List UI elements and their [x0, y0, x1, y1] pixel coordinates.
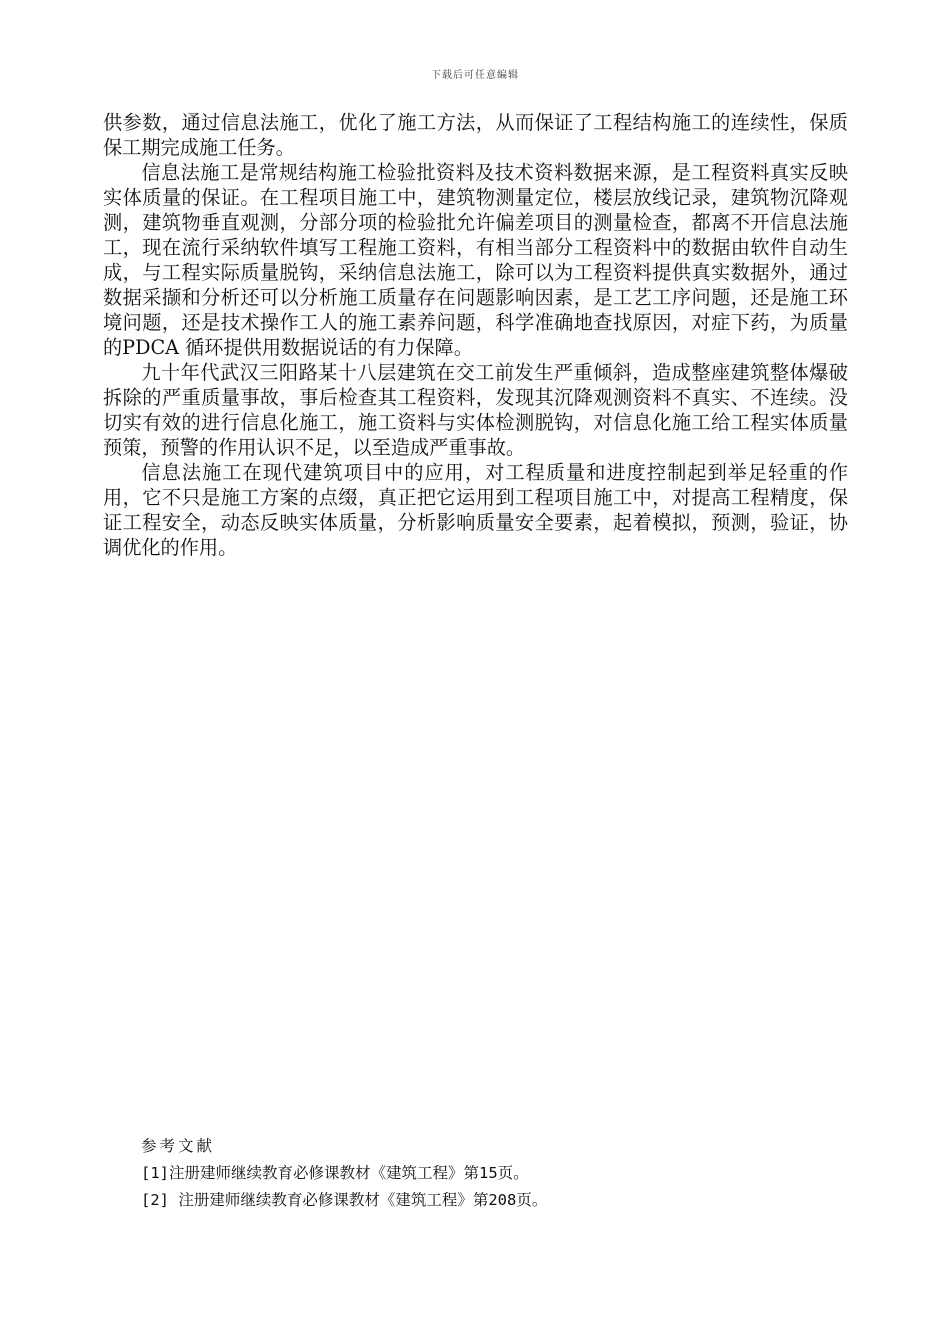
reference-item: [1]注册建师继续教育必修课教材《建筑工程》第15页。: [141, 1164, 529, 1182]
paragraph-info-method: 信息法施工是常规结构施工检验批资料及技术资料数据来源，是工程资料真实反映实体质量的保证。在工程项目施工中，建筑物测量定位，楼层放线记录，建筑物沉降观测，建筑物垂直观测，分部分项的检验批允许偏差项目的测量检查，都离不开信息法施工，现在流行采纳软件填写工程施工资料，有相当部分工程资料中的数据由软件自动生成，与工程实际质量脱钩，采纳信息法施工，除可以为工程资料提供真实数据外，通过数据采撷和分析还可以分析施工质量存在问题影响因素，是工艺工序问题，还是施工环境问题，还是技术操作工人的施工素养问题，科学准确地查找原因，对症下药，为质量的PDCA 循环提供用数据说话的有力保障。: [103, 161, 848, 359]
reference-item: [2] 注册建师继续教育必修课教材《建筑工程》第208页。: [141, 1191, 548, 1209]
references-heading: 参考文献: [141, 1137, 216, 1155]
paragraph-continuation: 供参数，通过信息法施工，优化了施工方法，从而保证了工程结构施工的连续性，保质保工期完成施工任务。: [103, 111, 848, 159]
paragraph-accident-case: 九十年代武汉三阳路某十八层建筑在交工前发生严重倾斜，造成整座建筑整体爆破拆除的严重质量事故，事后检查其工程资料，发现其沉降观测资料不真实、不连续。没切实有效的进行信息化施工，施工资料与实体检测脱钩，对信息化施工给工程实体质量预策，预警的作用认识不足，以至造成严重事故。: [103, 361, 848, 459]
page-header: 下载后可任意编辑: [431, 70, 519, 81]
body-text: [103, 110, 848, 560]
paragraph-conclusion: 信息法施工在现代建筑项目中的应用，对工程质量和进度控制起到举足轻重的作用，它不只是施工方案的点缀，真正把它运用到工程项目施工中，对提高工程精度，保证工程安全，动态反映实体质量，分析影响质量安全要素，起着模拟，预测，验证，协调优化的作用。: [103, 461, 848, 559]
references-section: [141, 1133, 841, 1214]
